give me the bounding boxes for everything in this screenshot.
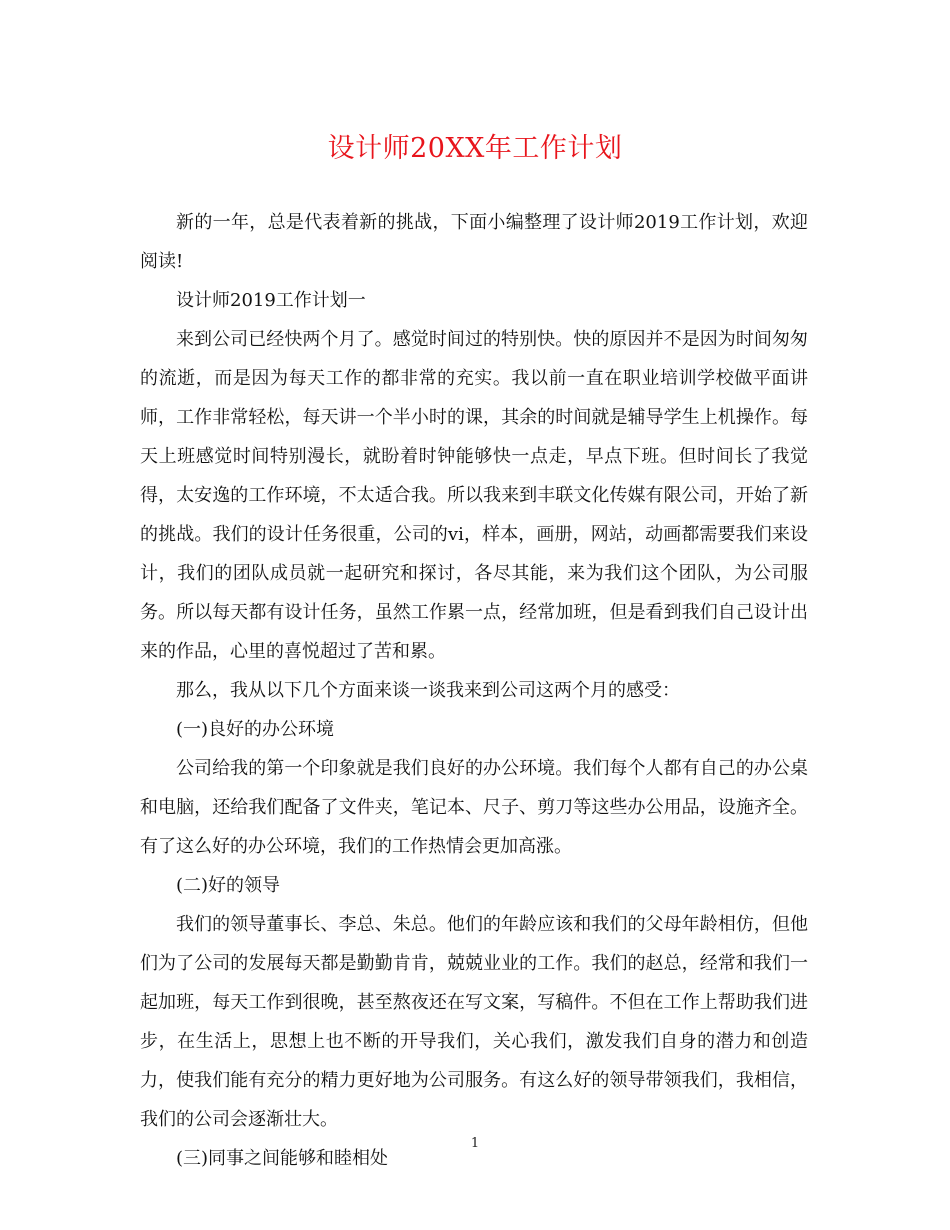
section-heading: 设计师2019工作计划一 [176,290,366,311]
intro-paragraph: 新的一年，总是代表着新的挑战，下面小编整理了设计师2019工作计划，欢迎阅读! [140,212,808,272]
document-title: 设计师20XX年工作计划 [327,133,623,164]
body-paragraph: 那么，我从以下几个方面来谈一谈我来到公司这两个月的感受： [176,680,680,701]
subsection-heading: (三)同事之间能够和睦相处 [176,1148,389,1169]
subsection-heading: (一)良好的办公环境 [176,719,335,740]
body-paragraph: 公司给我的第一个印象就是我们良好的办公环境。我们每个人都有自己的办公桌和电脑，还给我们配备了文件夹，笔记本、尺子、剪刀等这些办公用品，设施齐全。有了这么好的办公环境，我们的工作热情会更加高涨。 [140,758,808,857]
body-paragraph: 来到公司已经快两个月了。感觉时间过的特别快。快的原因并不是因为时间匆匆的流逝，而是因为每天工作的都非常的充实。我以前一直在职业培训学校做平面讲师，工作非常轻松，每天讲一个半小时的课，其余的时间就是辅导学生上机操作。每天上班感觉时间特别漫长，就盼着时钟能够快一点走，早点下班。但时间长了我觉得，太安逸的工作环境，不太适合我。所以我来到丰联文化传媒有限公司，开始了新的挑战。我们的设计任务很重，公司的vi，样本，画册，网站，动画都需要我们来设计，我们的团队成员就一起研究和探讨，各尽其能，来为我们这个团队，为公司服务。所以每天都有设计任务，虽然工作累一点，经常加班，但是看到我们自己设计出来的作品，心里的喜悦超过了苦和累。 [140,329,808,662]
page-number: 1 [470,1136,480,1151]
body-paragraph: 我们的领导董事长、李总、朱总。他们的年龄应该和我们的父母年龄相仿，但他们为了公司的发展每天都是勤勤肯肯，兢兢业业的工作。我们的赵总，经常和我们一起加班，每天工作到很晚，甚至熬夜还在写文案，写稿件。不但在工作上帮助我们进步，在生活上，思想上也不断的开导我们，关心我们，激发我们自身的潜力和创造力，使我们能有充分的精力更好地为公司服务。有这么好的领导带领我们，我相信，我们的公司会逐渐壮大。 [140,914,808,1130]
subsection-heading: (二)好的领导 [176,875,281,896]
document-body [140,203,808,1178]
